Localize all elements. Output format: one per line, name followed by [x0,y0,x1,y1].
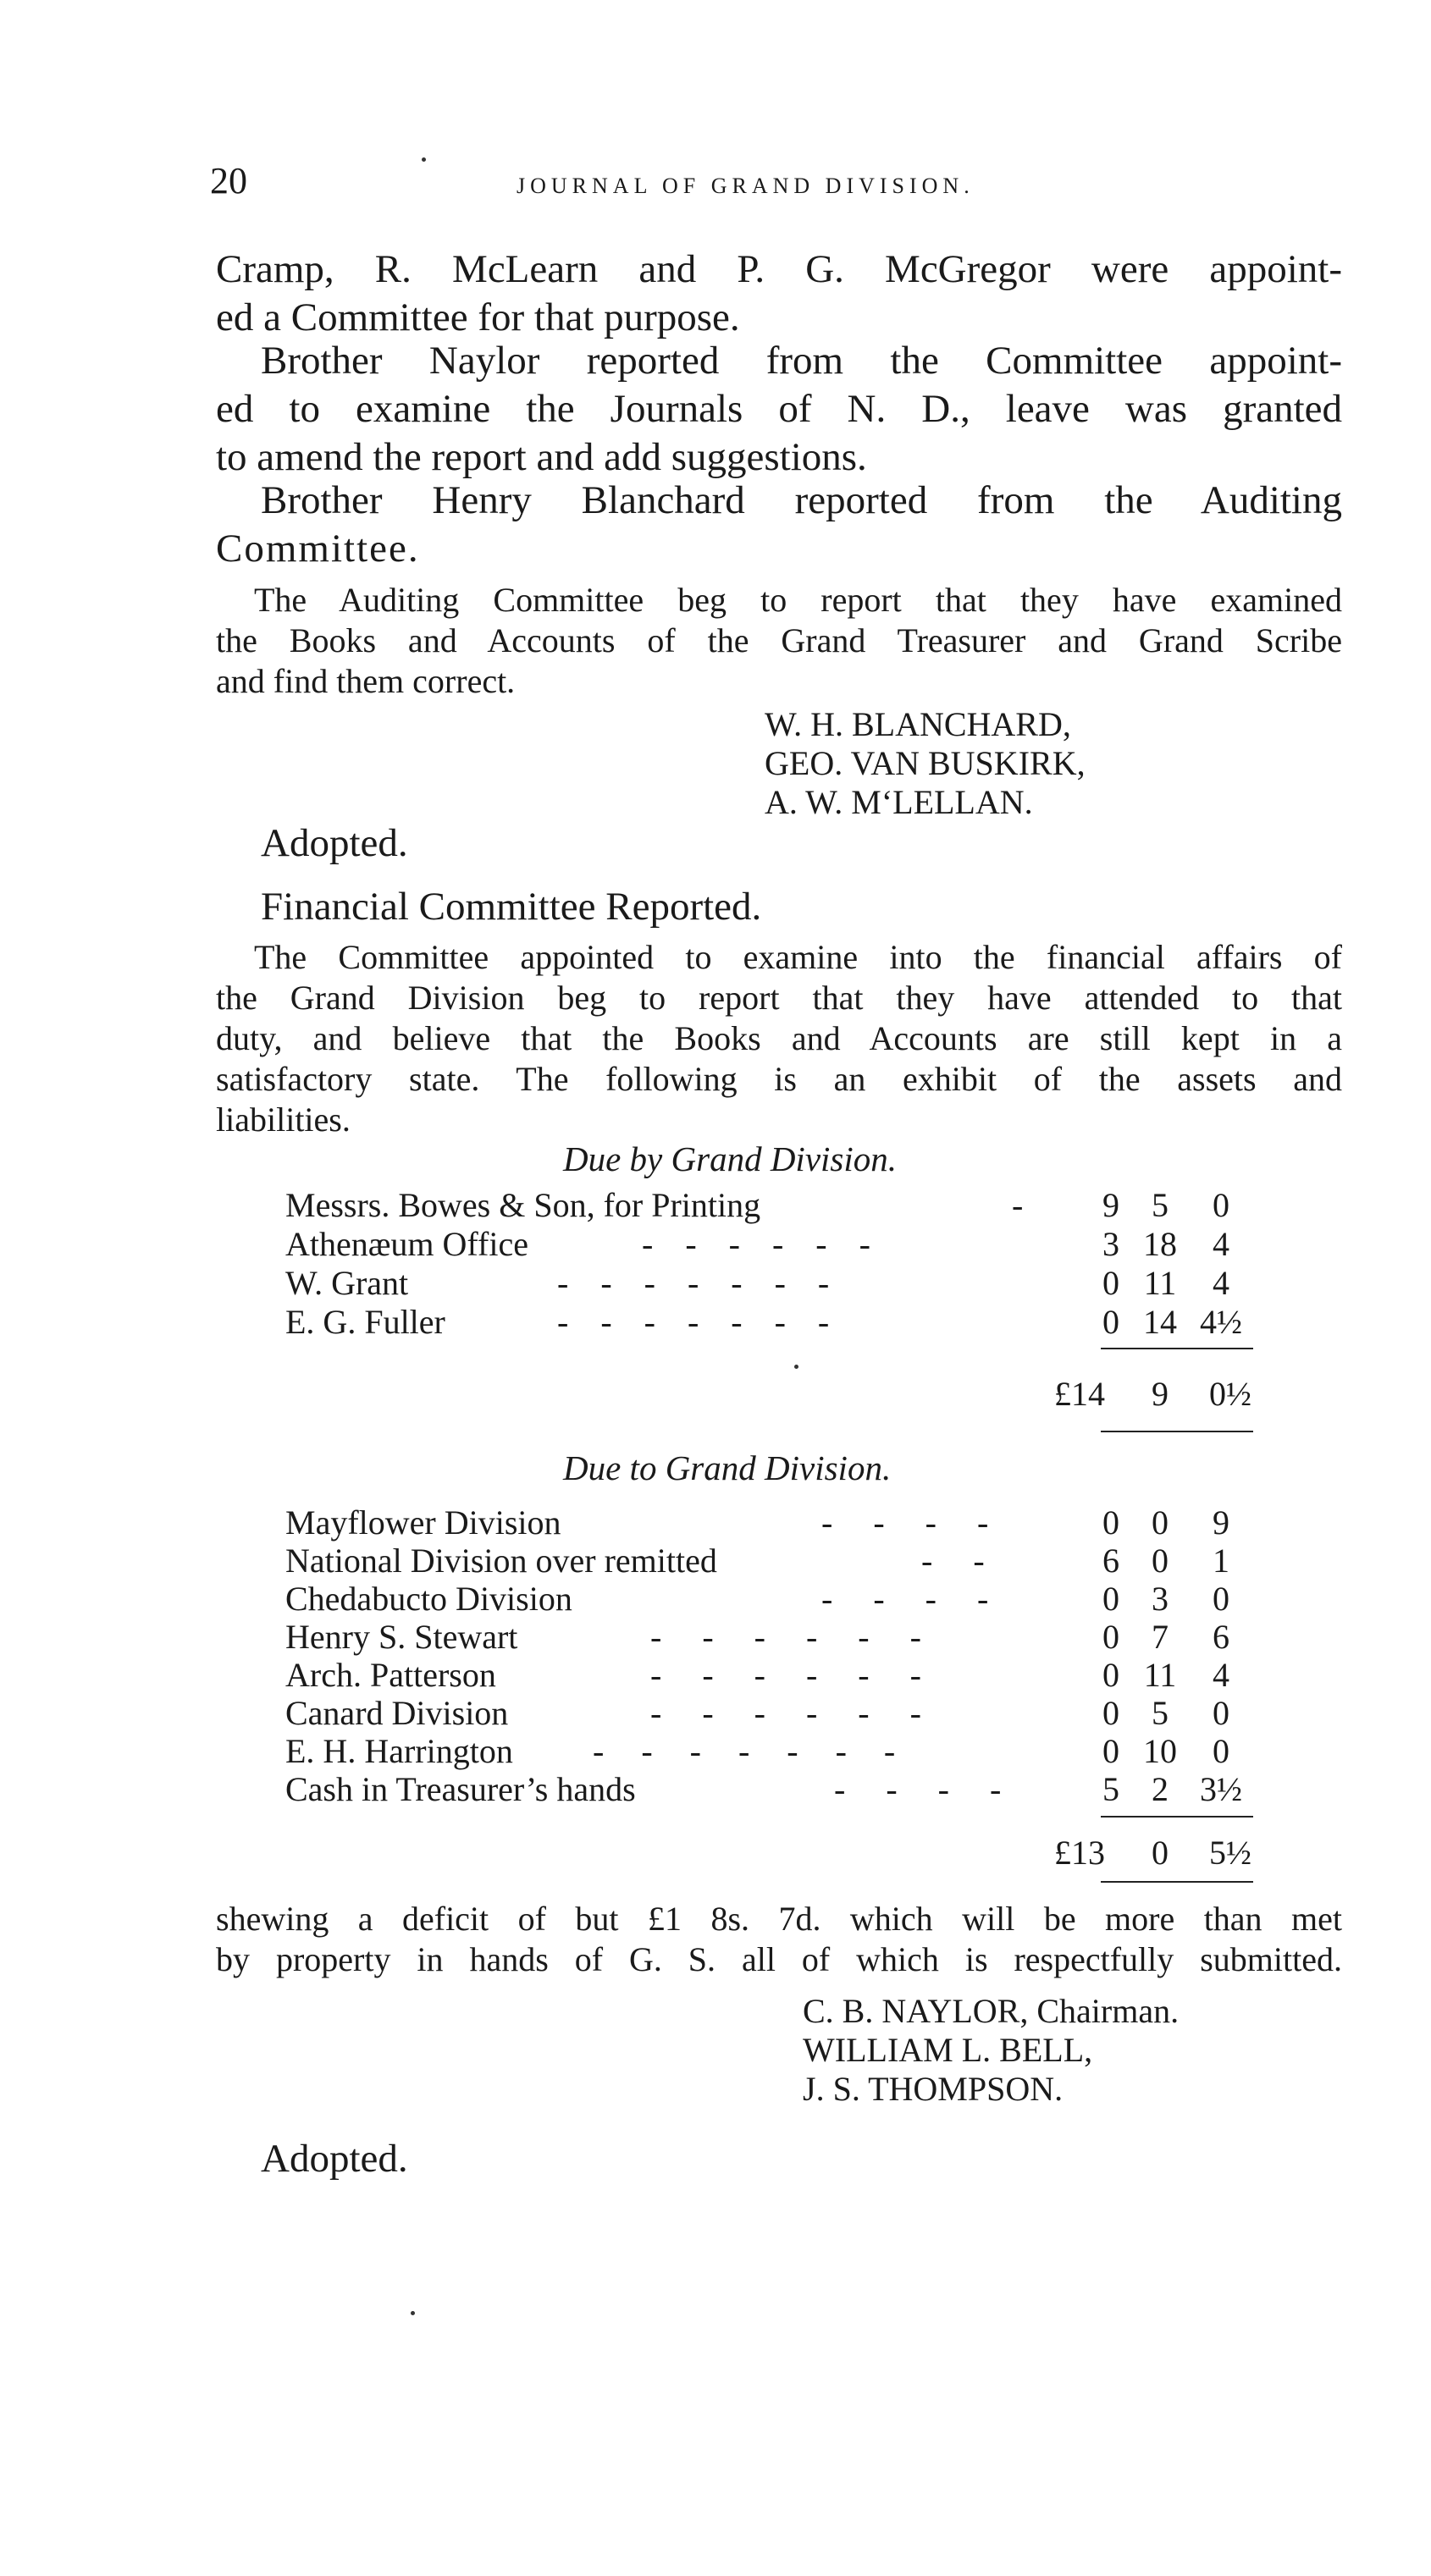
shillings-cell: 14 [1143,1303,1177,1341]
row-label: Henry S. Stewart [285,1618,518,1656]
row-label: W. Grant [285,1264,409,1302]
row-leader: - - - - [834,1770,1002,1808]
shillings-cell: 2 [1152,1770,1169,1808]
pounds-cell: 0 [1102,1694,1119,1732]
deficit-line: shewing a deficit of but £1 8s. 7d. which will be more than met [216,1900,1342,1938]
shillings-cell: 7 [1152,1618,1169,1656]
sum-rule [1101,1348,1253,1349]
paragraph-line: ed a Committee for that purpose. [216,295,740,339]
pounds-cell: 0 [1102,1264,1119,1302]
pounds-cell: 0 [1102,1732,1119,1770]
shillings-cell: 5 [1152,1186,1169,1224]
table-row [0,1731,1431,1770]
paragraph-line: Committee. [216,527,420,571]
total-shillings: 9 [1152,1375,1169,1413]
financial-report-line: duty, and believe that the Books and Accounts are still kept in a [216,1019,1342,1057]
table-row [0,1655,1431,1694]
total-shillings: 0 [1152,1834,1169,1872]
pence-cell: 4 [1213,1225,1229,1263]
total-pounds: £13 [1054,1834,1105,1872]
table-row [0,1617,1431,1656]
table-heading: Due to Grand Division. [563,1448,892,1487]
row-label: Messrs. Bowes & Son, for Printing [285,1186,761,1224]
audit-report-line: The Auditing Committee beg to report that they have examined [254,581,1342,619]
pence-cell: 0 [1213,1694,1229,1732]
pence-cell: 6 [1213,1618,1229,1656]
row-leader: - [1012,1186,1024,1224]
shillings-cell: 10 [1143,1732,1177,1770]
ink-speck [794,1365,798,1369]
pounds-cell: 0 [1102,1503,1119,1542]
table-row [0,1263,1431,1302]
pence-cell: 1 [1213,1542,1229,1580]
audit-report-line: the Books and Accounts of the Grand Treasurer and Grand Scribe [216,621,1342,659]
shillings-cell: 11 [1143,1656,1177,1694]
financial-report-line: The Committee appointed to examine into the financial affairs of [254,938,1342,976]
financial-signer: WILLIAM L. BELL, [803,2031,1093,2069]
pence-cell: 3½ [1200,1770,1242,1808]
row-leader: - - [921,1542,985,1580]
row-label: Canard Division [285,1694,509,1732]
section-heading: Financial Committee Reported. [261,885,762,929]
table-heading: Due by Grand Division. [563,1139,898,1178]
pence-cell: 4½ [1200,1303,1242,1341]
shillings-cell: 0 [1152,1542,1169,1580]
table-row [0,1579,1431,1618]
sum-rule [1101,1431,1253,1432]
shillings-cell: 3 [1152,1580,1169,1618]
row-label: Athenæum Office [285,1225,528,1263]
row-leader: - - - - - - - [557,1303,830,1341]
pounds-cell: 0 [1102,1303,1119,1341]
ink-speck [411,2311,415,2315]
row-label: E. G. Fuller [285,1303,445,1341]
pounds-cell: 0 [1102,1580,1119,1618]
pounds-cell: 0 [1102,1656,1119,1694]
financial-signer: J. S. THOMPSON. [803,2070,1064,2108]
financial-report-line: the Grand Division beg to report that they have attended to that [216,979,1342,1017]
running-title: JOURNAL OF GRAND DIVISION. [517,174,975,198]
paragraph-line: Brother Henry Blanchard reported from the Auditing [261,478,1342,522]
pence-cell: 4 [1213,1656,1229,1694]
shillings-cell: 0 [1152,1503,1169,1542]
total-pence: 0½ [1209,1375,1251,1413]
row-label: Cash in Treasurer’s hands [285,1770,636,1808]
row-leader: - - - - - - - [557,1264,830,1302]
row-label: Mayflower Division [285,1503,561,1542]
adopted-note: Adopted. [261,821,408,865]
financial-report-line: satisfactory state. The following is an exhibit of the assets and [216,1060,1342,1098]
row-leader: - - - - [821,1503,989,1542]
shillings-cell: 11 [1143,1264,1177,1302]
paragraph-line: to amend the report and add suggestions. [216,435,867,479]
row-leader: - - - - - - [650,1656,921,1694]
shillings-cell: 5 [1152,1694,1169,1732]
row-label: Arch. Patterson [285,1656,496,1694]
pence-cell: 4 [1213,1264,1229,1302]
financial-signer: C. B. NAYLOR, Chairman. [803,1992,1180,2030]
ink-speck [422,157,426,162]
table-row [0,1224,1431,1263]
row-leader: - - - - - - [650,1694,921,1732]
adopted-note: Adopted. [261,2137,408,2181]
row-label: Chedabucto Division [285,1580,572,1618]
row-leader: - - - - [821,1580,989,1618]
audit-signer: GEO. VAN BUSKIRK, [765,744,1086,782]
paragraph-line: Brother Naylor reported from the Committee appoint- [261,339,1342,383]
table-row [0,1541,1431,1580]
row-leader: - - - - - - - [593,1732,896,1770]
total-pence: 5½ [1209,1834,1251,1872]
pence-cell: 9 [1213,1503,1229,1542]
sum-rule [1101,1881,1253,1883]
audit-signer: A. W. M‘LELLAN. [765,783,1033,821]
row-label: E. H. Harrington [285,1732,513,1770]
pounds-cell: 5 [1102,1770,1119,1808]
pence-cell: 0 [1213,1732,1229,1770]
pounds-cell: 9 [1102,1186,1119,1224]
row-label: National Division over remitted [285,1542,717,1580]
paragraph-line: ed to examine the Journals of N. D., leave was granted [216,387,1342,431]
pence-cell: 0 [1213,1186,1229,1224]
pounds-cell: 3 [1102,1225,1119,1263]
pounds-cell: 0 [1102,1618,1119,1656]
financial-report-line: liabilities. [216,1100,351,1139]
page-number: 20 [210,160,247,201]
pounds-cell: 6 [1102,1542,1119,1580]
shillings-cell: 18 [1143,1225,1177,1263]
table-row [0,1503,1431,1542]
paragraph-line: Cramp, R. McLearn and P. G. McGregor were appoint- [216,247,1342,291]
deficit-line: by property in hands of G. S. all of which is respectfully submitted. [216,1940,1342,1978]
row-leader: - - - - - - [642,1225,870,1263]
sum-rule [1101,1816,1253,1818]
audit-signer: W. H. BLANCHARD, [765,705,1071,743]
row-leader: - - - - - - [650,1618,921,1656]
table-row [0,1693,1431,1732]
table-row [0,1302,1431,1341]
table-row [0,1769,1431,1808]
audit-report-line: and find them correct. [216,662,516,700]
total-pounds: £14 [1054,1375,1105,1413]
table-row [0,1185,1431,1224]
pence-cell: 0 [1213,1580,1229,1618]
